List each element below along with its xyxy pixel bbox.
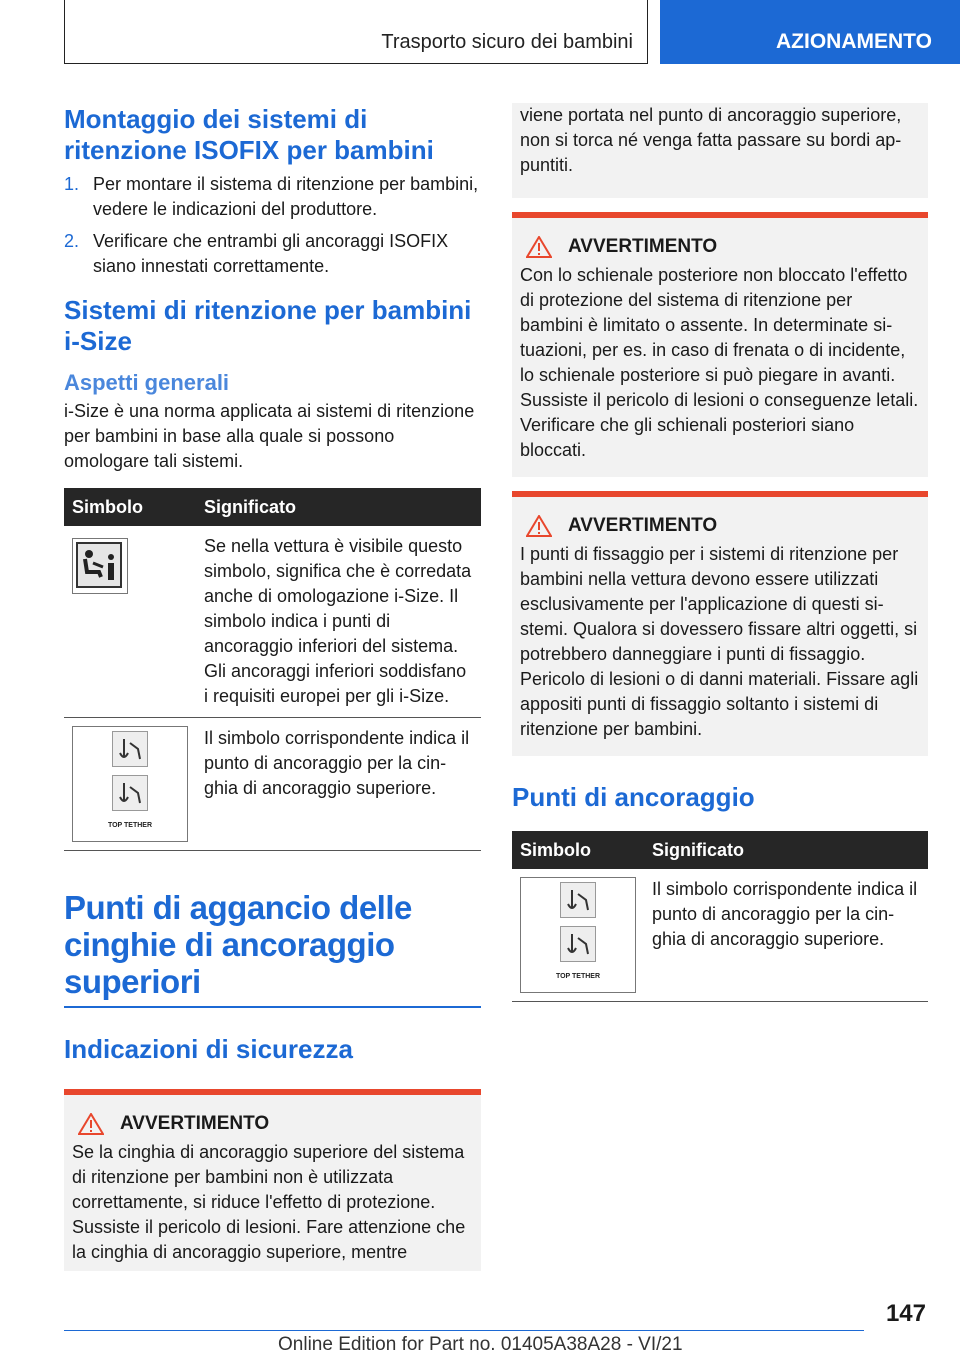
footer-divider [64, 1330, 864, 1331]
list-item [64, 172, 481, 222]
header-section-title: Trasporto sicuro dei bambini [381, 31, 633, 53]
edition-info: Online Edition for Part no. 01405A38A28 - VI/21 [278, 1334, 683, 1355]
warning-box-tether [64, 1089, 481, 1271]
anchor-title: Punti di ancoraggio [512, 782, 755, 812]
right-column [512, 103, 928, 1002]
table-cell-meaning: Il simbolo corrispondente indica il punto di ancoraggio per la cinghia di ancoraggio superiore. [644, 869, 928, 1002]
table-header-meaning: Significato [644, 831, 928, 869]
warning-title: AVVERTIMENTO [568, 515, 718, 536]
warning-text: Con lo schienale posteriore non bloccato l'effetto di protezione del sistema di ritenzione per bambini è limitato o assente. In determinate situazioni, per es. in caso di frenata o di incidente, lo schienale posteriore si può piegare in avanti. Sussiste il pericolo di lesioni o conseguenze letali. Verificare che gli schienali posteriori siano bloccati. [520, 265, 919, 460]
top-tether-label: TOP TETHER [107, 821, 153, 829]
anchor-symbol-table [512, 831, 928, 1002]
top-tether-label: TOP TETHER [555, 972, 601, 980]
anchor-icon [560, 926, 596, 962]
top-tether-icon [520, 877, 636, 993]
table-cell-meaning: Se nella vettura è visibile questo simbolo, significa che è corredata anche di omologazione i-Size. Il simbolo indica i punti di ancoraggio inferiori del sistema. Gli ancoraggi inferiori soddisfano i requisiti europei per gli i-Size. [196, 526, 481, 718]
table-cell-meaning: Il simbolo corrispondente indica il punto di ancoraggio per la cinghia di ancoraggio superiore. [196, 718, 481, 851]
table-row [512, 869, 928, 1002]
step-text: Per montare il sistema di ritenzione per bambini, vedere le indicazioni del produttore. [93, 174, 479, 219]
step-text: Verificare che entrambi gli ancoraggi ISOFIX siano innestati correttamente. [93, 231, 449, 276]
header-chapter-tab[interactable] [660, 0, 960, 64]
warning-text: I punti di fissaggio per i sistemi di ritenzione per bambini nella vettura devono essere utilizzati esclusivamente per l'applicazione di questi sistemi. Qualora si dovessero fissare altri oggetti, si potrebbero danneggiare i punti di fissaggio. Pericolo di lesioni o di danni materiali. Fissare agli appositi punti di fissaggio soltanto i sistemi di ritenzione per bambini. [520, 544, 919, 739]
header-chapter-title: AZIONAMENTO [776, 30, 932, 53]
isofix-title: Montaggio dei sistemi di ritenzione ISOFIX per bambini [64, 104, 434, 165]
table-header-symbol: Simbolo [64, 488, 196, 526]
table-header-meaning: Significato [196, 488, 481, 526]
isize-symbol-table [64, 488, 481, 851]
warning-triangle-icon [78, 1113, 104, 1135]
isize-title: Sistemi di ritenzione per bambini i-Size [64, 295, 472, 356]
title-divider [64, 1006, 481, 1008]
general-text: i-Size è una norma applicata ai sistemi di ritenzione per bambini in base alla quale si possono omologare tali sistemi. [64, 401, 475, 471]
warning-triangle-icon [526, 236, 552, 258]
top-tether-icon [72, 726, 188, 842]
warning-box-fixing-points [512, 491, 928, 756]
warning-box-backrest [512, 212, 928, 477]
warning-text: viene portata nel punto di ancoraggio superiore, non si torca né venga fatta passare su bordi appuntiti. [520, 105, 902, 175]
left-column [64, 100, 481, 1271]
general-title: Aspetti generali [64, 370, 230, 395]
warning-text: Se la cinghia di ancoraggio superiore del sistema di ritenzione per bambini non è utilizzata correttamente, si riduce l'effetto di protezione. Sussiste il pericolo di lesioni. Fare attenzione che la cinghia di ancoraggio superiore, mentre [72, 1142, 466, 1262]
page-number: 147 [885, 1300, 926, 1327]
warning-title: AVVERTIMENTO [568, 236, 718, 257]
table-row [64, 526, 481, 718]
anchor-icon [112, 775, 148, 811]
warning-title: AVVERTIMENTO [120, 1113, 270, 1134]
step-number: 2. [64, 231, 80, 251]
warning-box-tether-continued [512, 103, 928, 198]
isofix-steps [64, 172, 481, 279]
table-row [64, 718, 481, 851]
safety-title: Indicazioni di sicurezza [64, 1034, 353, 1064]
isize-child-seat-icon [72, 538, 128, 594]
anchor-icon [112, 731, 148, 767]
list-item [64, 229, 481, 279]
step-number: 1. [64, 174, 80, 194]
header-section-box [64, 0, 648, 64]
tether-title: Punti di aggancio delle cinghie di ancoraggio superiori [64, 889, 412, 1000]
table-header-symbol: Simbolo [512, 831, 644, 869]
anchor-icon [560, 882, 596, 918]
warning-triangle-icon [526, 515, 552, 537]
